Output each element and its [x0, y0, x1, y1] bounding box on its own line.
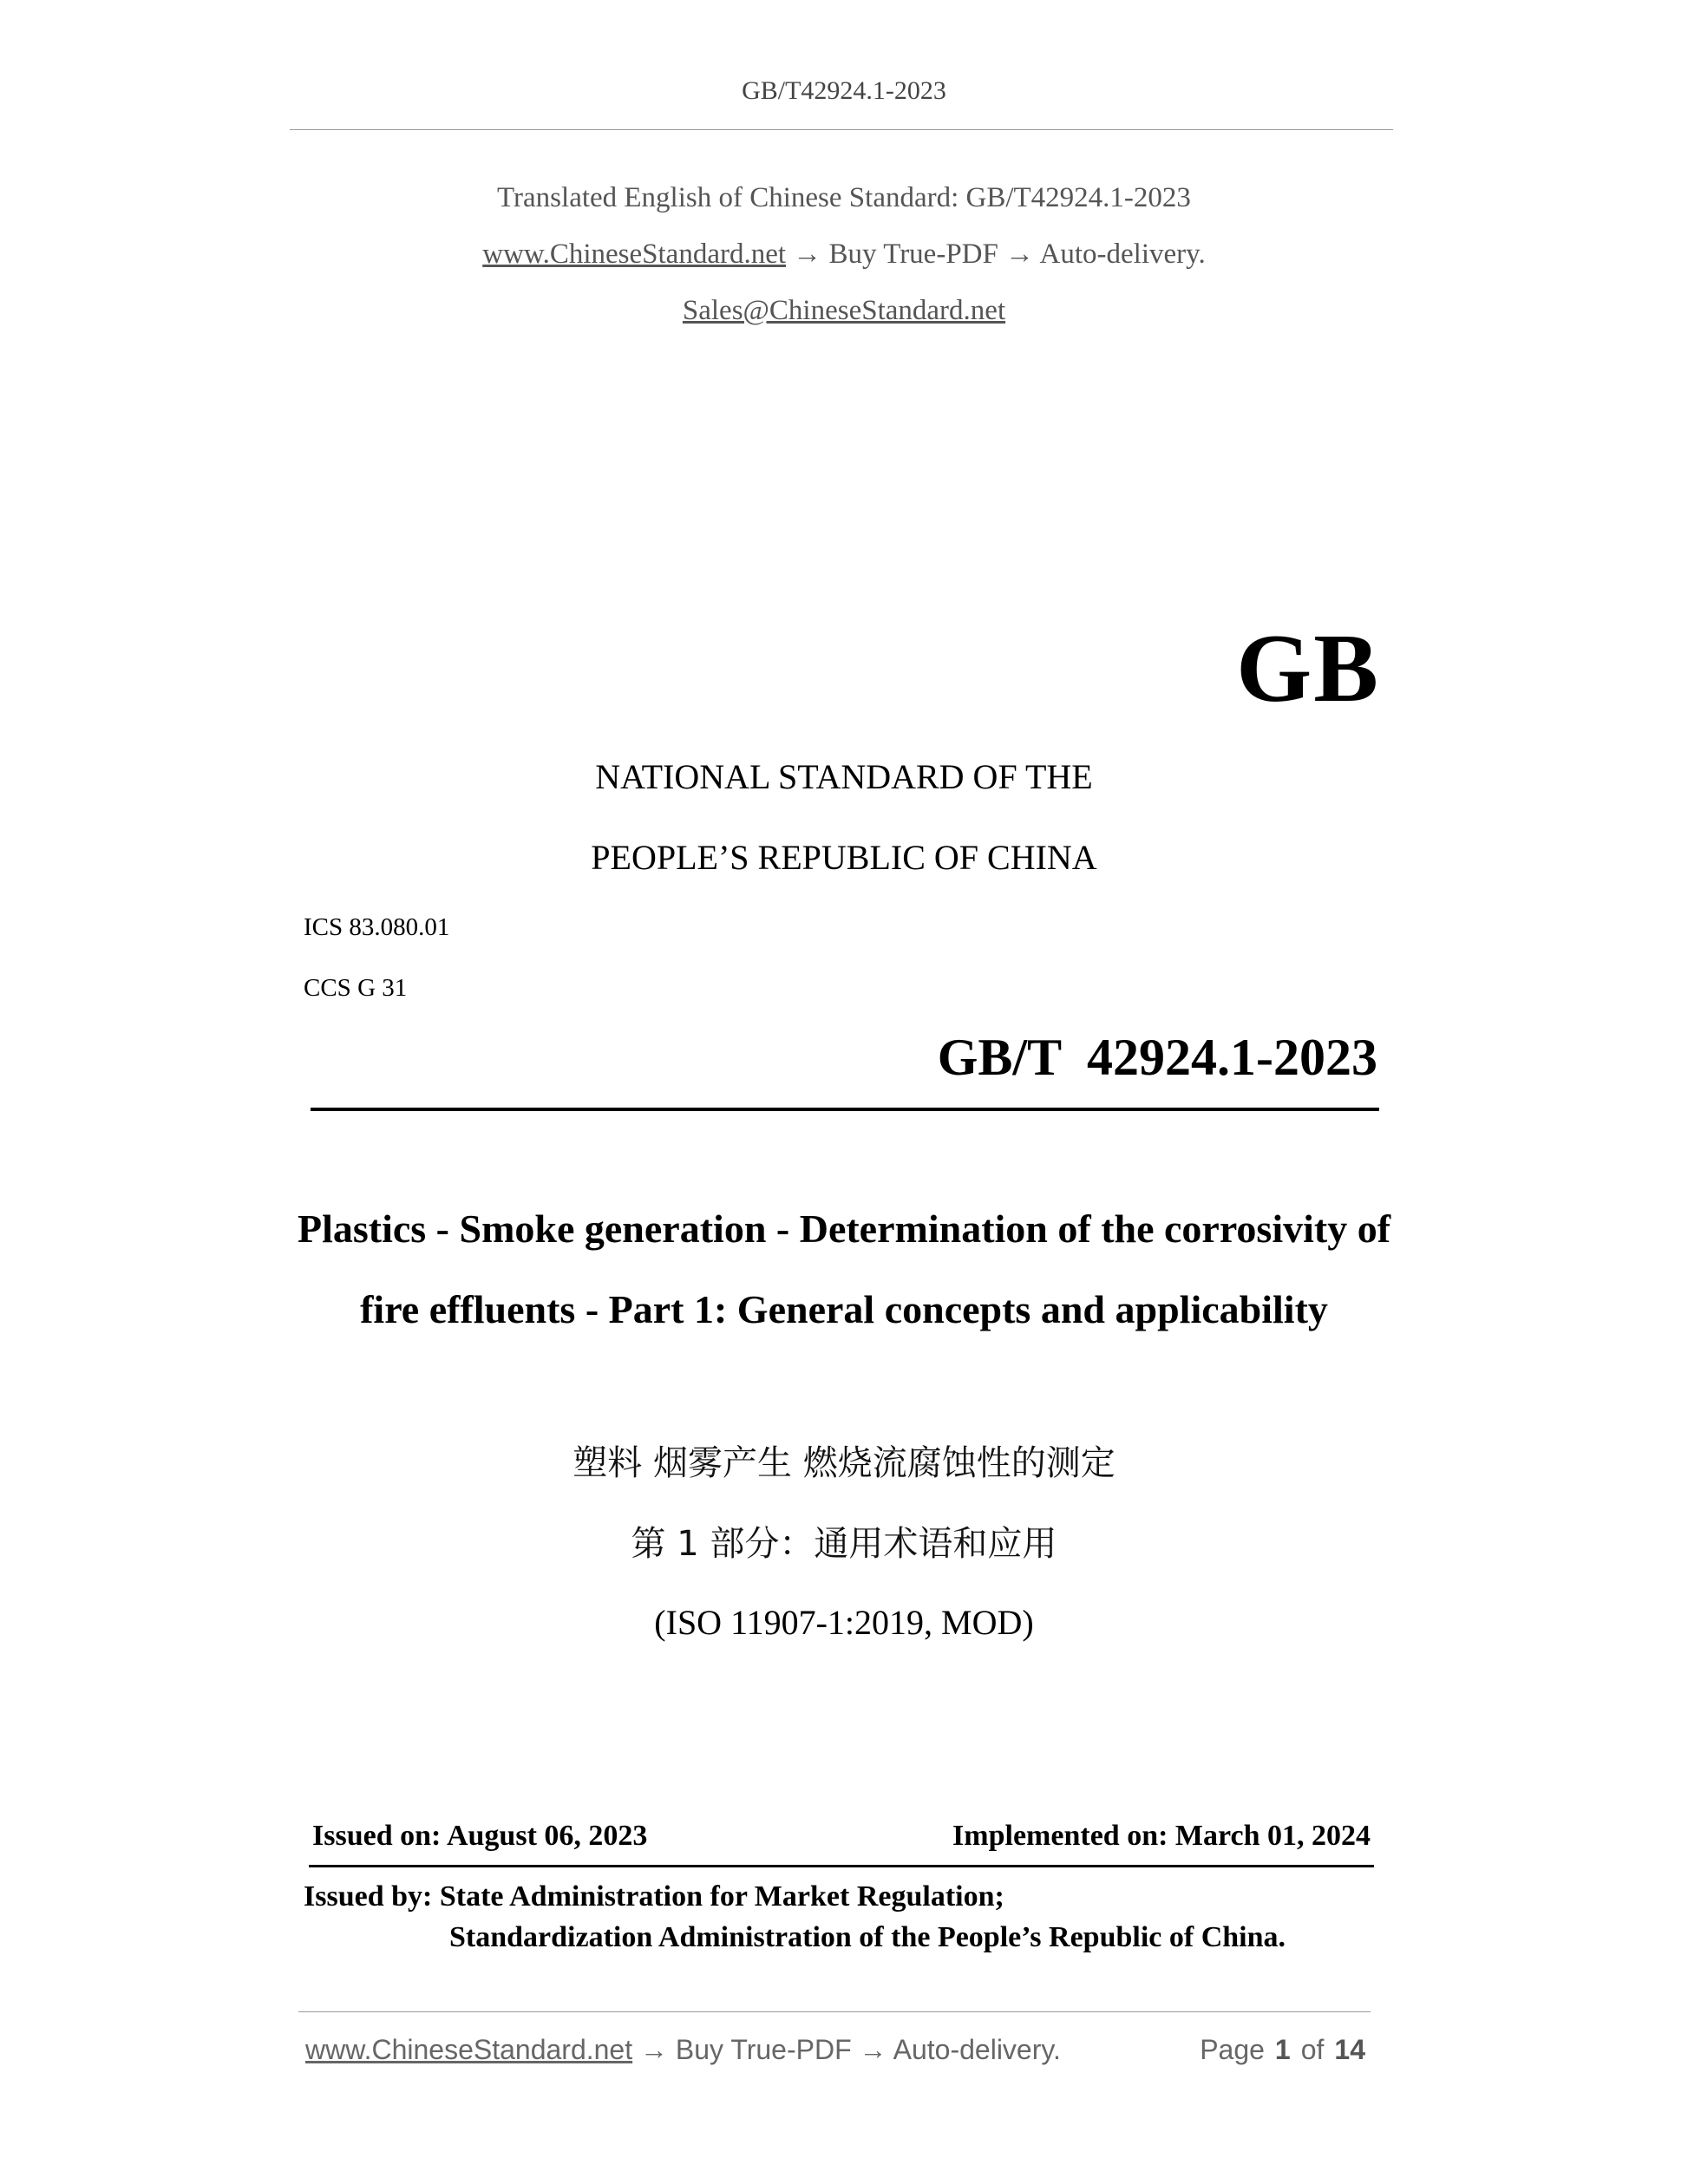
page-total: 14 — [1334, 2034, 1365, 2065]
issued-by-line2: Standardization Administration of the People’s Republic of China. — [449, 1921, 1286, 1953]
footer-divider — [298, 2011, 1371, 2012]
chinese-title-line1: 塑料 烟雾产生 燃烧流腐蚀性的测定 — [572, 1443, 1116, 1483]
issued-by-line1: Issued by: State Administration for Market Regulation; — [304, 1880, 1004, 1913]
ccs-code: CCS G 31 — [304, 974, 408, 1002]
footer-site-link[interactable]: www.ChineseStandard.net — [305, 2034, 633, 2065]
national-standard-line2: PEOPLE’S REPUBLIC OF CHINA — [591, 838, 1097, 877]
issue-date-rule — [309, 1865, 1374, 1867]
issued-on-date: Issued on: August 06, 2023 — [312, 1820, 648, 1852]
gb-emblem: GB — [1236, 615, 1380, 723]
page-label: Page — [1200, 2034, 1265, 2065]
promo-line — [0, 239, 1688, 271]
of-label: of — [1300, 2034, 1325, 2065]
footer-promo-text: → Buy True-PDF → Auto-delivery. — [640, 2034, 1061, 2065]
standard-number-rule — [311, 1108, 1379, 1111]
page-indicator — [1200, 2034, 1365, 2066]
sales-line — [0, 295, 1688, 327]
header-divider — [290, 129, 1393, 130]
sales-email-link[interactable]: Sales@ChineseStandard.net — [682, 295, 1006, 326]
chinese-title-line2: 第 1 部分：通用术语和应用 — [631, 1524, 1057, 1564]
iso-reference: (ISO 11907-1:2019, MOD) — [654, 1603, 1034, 1642]
standard-number: GB/T 42924.1-2023 — [937, 1029, 1377, 1086]
running-header-code: GB/T42924.1-2023 — [742, 76, 946, 105]
site-link[interactable]: www.ChineseStandard.net — [482, 239, 787, 270]
promo-text: → Buy True-PDF → Auto-delivery. — [793, 239, 1206, 270]
implemented-on-date: Implemented on: March 01, 2024 — [952, 1820, 1371, 1852]
page-current: 1 — [1274, 2034, 1291, 2065]
document-title: Plastics - Smoke generation - Determination of the corrosivity of fire effluents - Part 1: General concepts and applicability — [297, 1206, 1391, 1331]
ics-code: ICS 83.080.01 — [304, 913, 450, 941]
footer-promo — [305, 2034, 1061, 2066]
translated-notice: Translated English of Chinese Standard: GB/T42924.1-2023 — [497, 182, 1191, 213]
national-standard-line1: NATIONAL STANDARD OF THE — [595, 757, 1093, 796]
